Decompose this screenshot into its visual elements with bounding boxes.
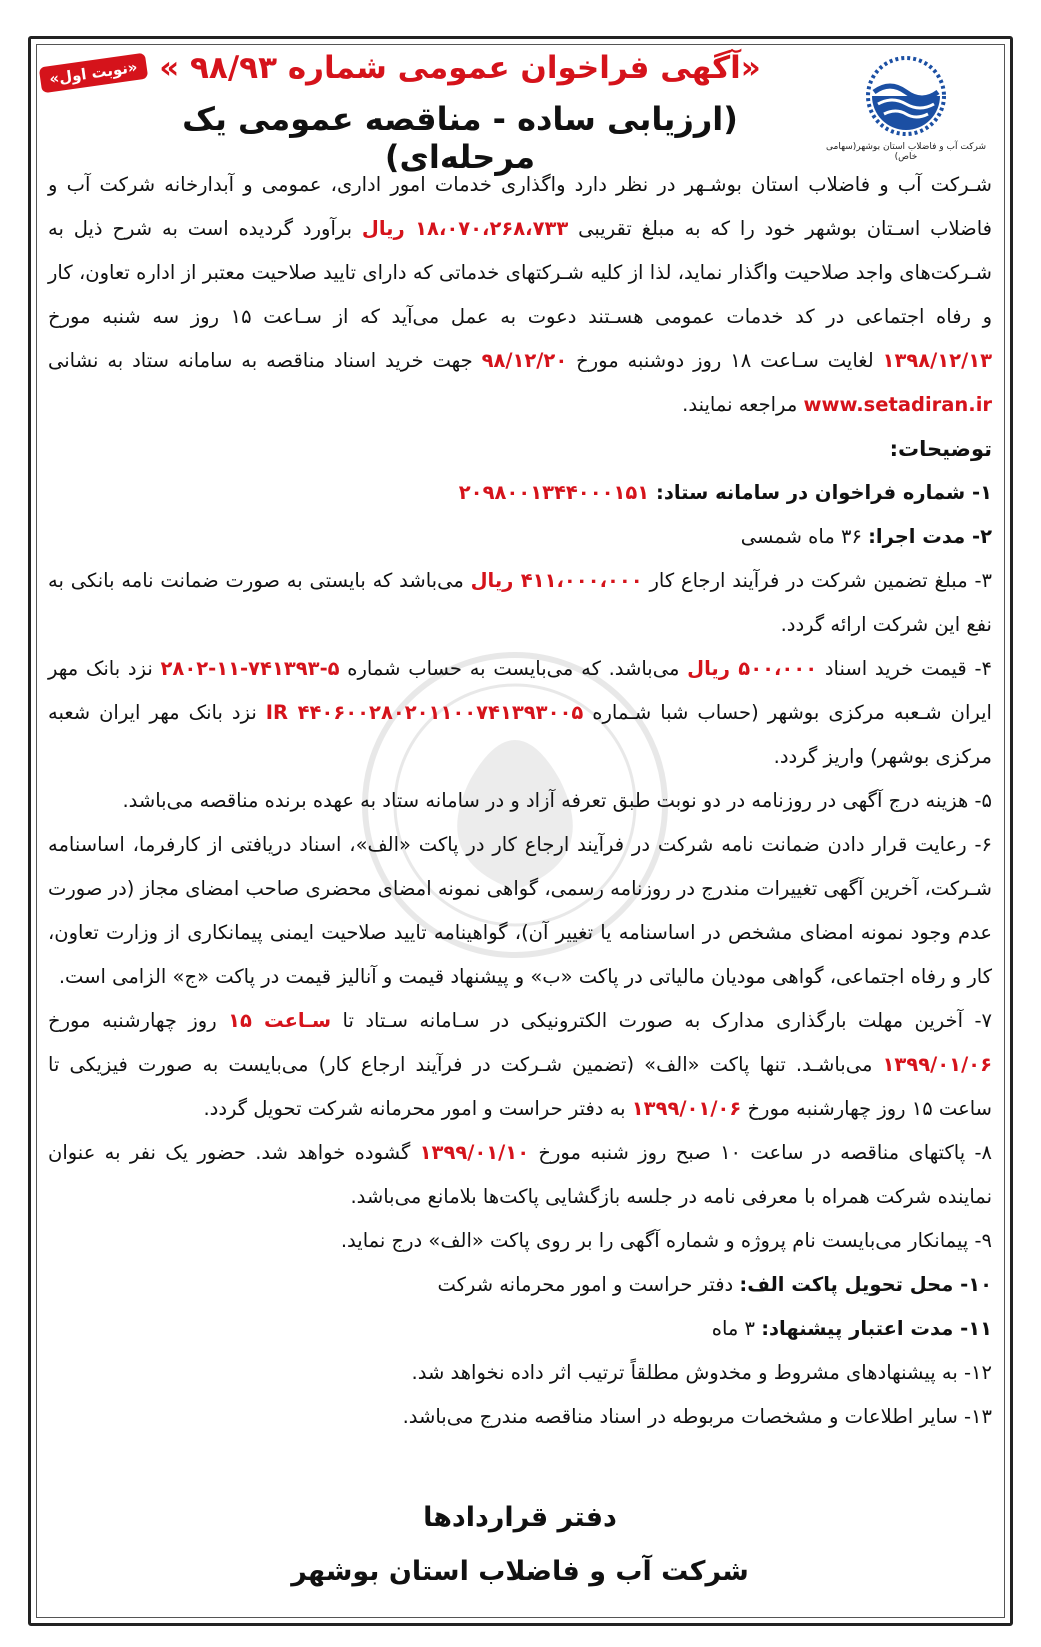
footer-department: دفتر قراردادها	[423, 1502, 617, 1533]
item-12: ۱۲- به پیشنهادهای مشروط و مخدوش مطلقاً ترتیب اثر داده نخواهد شد.	[411, 1361, 992, 1384]
item-3: ۳- مبلغ تضمین شرکت در فرآیند ارجاع کار ۴۱۱،۰۰۰،۰۰۰ ریال می‌باشد که بایستی به صورت ضمانت نامه بانکی به نفع این شرکت ارائه گردد.	[48, 569, 992, 636]
account-number: ۵-۷۴۱۳۹۳-۱۱-۲۸۰۲	[160, 657, 340, 680]
tender-number: ۲۰۹۸۰۰۱۳۴۴۰۰۰۱۵۱	[458, 481, 650, 504]
upload-deadline-date: ۱۳۹۹/۰۱/۰۶	[882, 1053, 992, 1076]
item-11: ۱۱- مدت اعتبار پیشنهاد: ۳ ماه	[711, 1317, 992, 1340]
setad-url[interactable]: www.setadiran.ir	[803, 393, 992, 416]
notice-title: «آگهی فراخوان عمومی شماره ۹۸/۹۳ »	[159, 50, 761, 86]
water-drop-logo-icon	[858, 52, 954, 140]
sheba-number: IR ۴۴۰۶۰۰۲۸۰۲۰۱۱۰۰۷۴۱۳۹۳۰۰۵	[265, 701, 584, 724]
company-logo	[822, 52, 990, 162]
logo-caption: شرکت آب و فاضلاب استان بوشهر(سهامی خاص)	[826, 142, 986, 162]
item-8: ۸- پاکتهای مناقصه در ساعت ۱۰ صبح روز شنبه مورخ ۱۳۹۹/۰۱/۱۰ گشوده خواهد شد. حضور یک نفر به عنوان نماینده شرکت همراه با معرفی نامه در جلسه بازگشایی پاکت‌ها بلامانع می‌باشد.	[48, 1141, 992, 1208]
first-round-badge: «نوبت اول»	[39, 53, 148, 94]
item-6: ۶- رعایت قرار دادن ضمانت نامه شرکت در فرآیند ارجاع کار در پاکت «الف»، اسناد دریافتی از کارفرما، اساسنامه شـرکت، آخرین آگهی تغییرات مندرج در روزنامه رسمی، گواهی نمونه امضای محضری صاحب امضای مجاز (در صورت عدم وجود نمونه امضای مشخص در اساسنامه یا تغییر آن)، گواهینامه تایید صلاحیت ایمنی پیمانکاری از وزارت تعاون، کار و رفاه اجتماعی، گواهی مودیان مالیاتی در پاکت «ب» و پیشنهاد قیمت و آنالیز قیمت در پاکت «ج» الزامی است.	[48, 833, 992, 988]
physical-delivery-date: ۱۳۹۹/۰۱/۰۶	[631, 1097, 742, 1120]
upload-deadline-time: سـاعت ۱۵	[228, 1009, 332, 1032]
footer-company: شرکت آب و فاضلاب استان بوشهر	[291, 1556, 749, 1587]
estimated-amount: ۱۸،۰۷۰،۲۶۸،۷۳۳ ریال	[361, 217, 569, 240]
notes-heading: توضیحات:	[889, 437, 992, 461]
item-13: ۱۳- سایر اطلاعات و مشخصات مربوطه در اسناد مناقصه مندرج می‌باشد.	[402, 1405, 992, 1428]
notice-subtitle: (ارزیابی ساده - مناقصه عمومی یک مرحله‌ای)	[182, 100, 738, 176]
notice-body	[48, 163, 992, 1439]
item-10: ۱۰- محل تحویل پاکت الف: دفتر حراست و امور محرمانه شرکت	[437, 1273, 992, 1296]
document-price: ۵۰۰،۰۰۰ ریال	[687, 657, 818, 680]
start-date: ۱۳۹۸/۱۲/۱۳	[882, 349, 993, 372]
item-7: ۷- آخرین مهلت بارگذاری مدارک به صورت الکترونیکی در سـامانه سـتاد تا سـاعت ۱۵ روز چهارشنبه مورخ ۱۳۹۹/۰۱/۰۶ می‌باشـد. تنها پاکت «الف» (تضمین شـرکت در فرآیند ارجاع کار) می‌بایست به صورت فیزیکی تا ساعت ۱۵ روز چهارشنبه مورخ ۱۳۹۹/۰۱/۰۶ به دفتر حراست و امور محرمانه شرکت تحویل گردد.	[48, 1009, 992, 1120]
opening-date: ۱۳۹۹/۰۱/۱۰	[419, 1141, 530, 1164]
item-4: ۴- قیمت خرید اسناد ۵۰۰،۰۰۰ ریال می‌باشد. که می‌بایست به حساب شماره ۵-۷۴۱۳۹۳-۱۱-۲۸۰۲ نزد بانک مهر ایران شـعبه مرکزی بوشهر (حساب شبا شـماره IR ۴۴۰۶۰۰۲۸۰۲۰۱۱۰۰۷۴۱۳۹۳۰۰۵ نزد بانک مهر ایران شعبه مرکزی بوشهر) واریز گردد.	[48, 657, 992, 768]
intro-paragraph: شـرکت آب و فاضلاب استان بوشـهر در نظر دارد واگذاری خدمات امور اداری، عمومی و آبدارخانه شرکت آب و فاضلاب اسـتان بوشهر خود را که به مبلغ تقریبی ۱۸،۰۷۰،۲۶۸،۷۳۳ ریال برآورد گردیده است به شرح ذیل به شـرکت‌های واجد صلاحیت واگذار نماید، لذا از کلیه شـرکتهای خدماتی که دارای تایید صلاحیت معتبر از اداره تعاون، کار و رفاه اجتماعی در کد خدمات عمومی هسـتند دعوت به عمل می‌آید که از سـاعت ۱۵ روز سه شنبه مورخ ۱۳۹۸/۱۲/۱۳ لغایت سـاعت ۱۸ روز دوشنبه مورخ ۹۸/۱۲/۲۰ جهت خرید اسناد مناقصه به سامانه ستاد به نشانی www.setadiran.ir مراجعه نمایند.	[48, 173, 993, 416]
item-2: ۲- مدت اجرا: ۳۶ ماه شمسی	[740, 525, 992, 548]
end-date: ۹۸/۱۲/۲۰	[481, 349, 568, 372]
item-5: ۵- هزینه درج آگهی در روزنامه در دو نوبت طبق تعرفه آزاد و در سامانه ستاد به عهده برنده مناقصه می‌باشد.	[122, 789, 992, 812]
guarantee-amount: ۴۱۱،۰۰۰،۰۰۰ ریال	[470, 569, 643, 592]
item-9: ۹- پیمانکار می‌بایست نام پروژه و شماره آگهی را بر روی پاکت «الف» درج نماید.	[340, 1229, 992, 1252]
item-1: ۱- شماره فراخوان در سامانه ستاد: ۲۰۹۸۰۰۱۳۴۴۰۰۰۱۵۱	[458, 481, 992, 504]
